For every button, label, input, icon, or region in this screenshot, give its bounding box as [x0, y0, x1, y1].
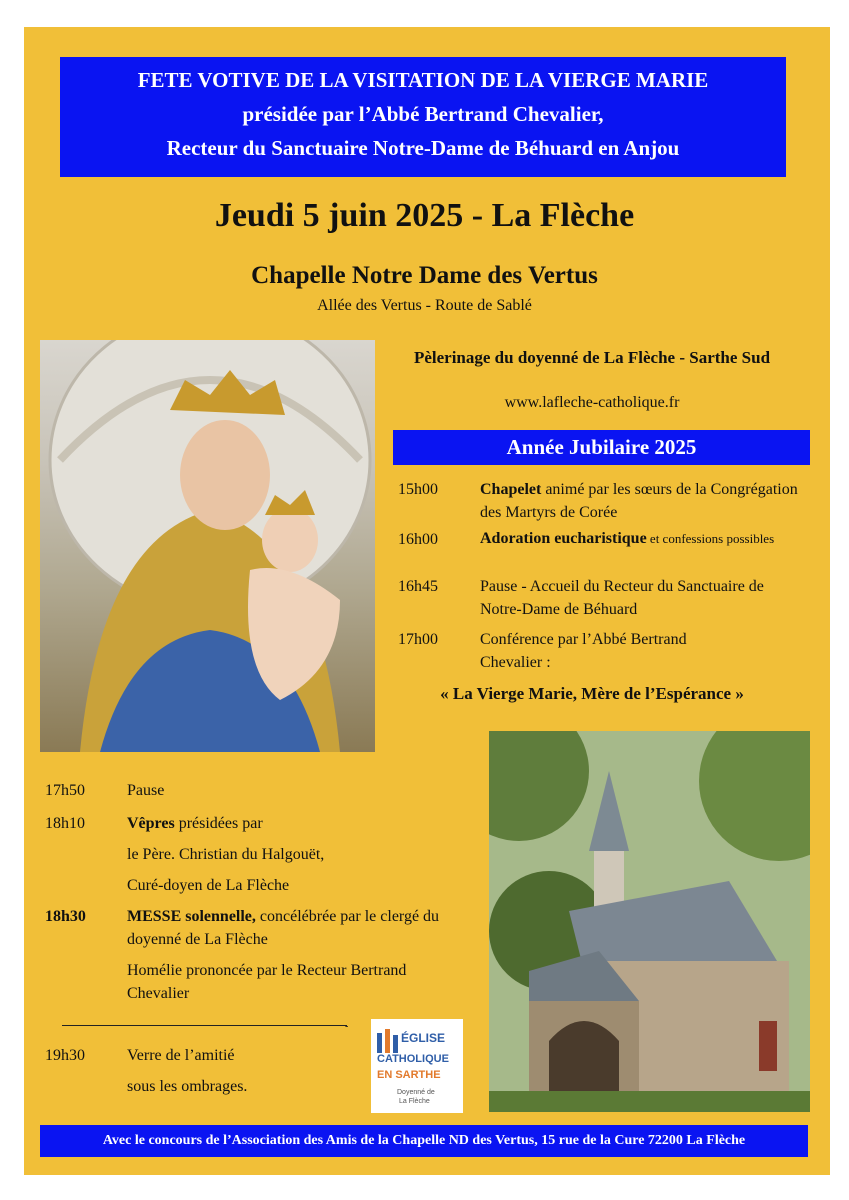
conference-title: « La Vierge Marie, Mère de l’Espérance »	[440, 684, 744, 703]
time: 18h30	[45, 908, 86, 925]
verre-line-2: sous les ombrages.	[127, 1078, 248, 1095]
activity-text: animé par les sœurs de la Congrégation des Martyrs de Corée	[480, 481, 798, 521]
description	[127, 808, 457, 901]
vepres-line-2: le Père. Christian du Halgouët,	[127, 846, 325, 863]
logo-line-5: La Flèche	[399, 1098, 430, 1105]
activity-text: concélébrée par le clergé du doyenné de La Flèche	[127, 908, 440, 948]
date-location: Jeudi 5 juin 2025 - La Flèche	[214, 197, 635, 234]
logo-line-2: CATHOLIQUE	[377, 1053, 449, 1065]
activity-bold: Adoration eucharistique	[480, 530, 647, 547]
website-link[interactable]: www.lafleche-catholique.fr	[504, 394, 680, 411]
title-banner	[60, 57, 786, 177]
activity-text: présidées par	[174, 815, 263, 832]
activity-bold: Chapelet	[480, 481, 542, 498]
chapel-name: Chapelle Notre Dame des Vertus	[251, 262, 598, 289]
title-line-3: Recteur du Sanctuaire Notre-Dame de Béhuard en Anjou	[166, 136, 680, 160]
vepres-line-1	[127, 808, 457, 839]
time: 17h00	[398, 631, 438, 648]
description	[480, 529, 800, 549]
description: Homélie prononcée par le Recteur Bertrand Chevalier	[127, 962, 407, 1002]
title-line-1: FETE VOTIVE DE LA VISITATION DE LA VIERGE MARIE	[137, 68, 709, 92]
chapel-address: Allée des Vertus - Route de Sablé	[317, 297, 532, 314]
time: 18h10	[45, 815, 85, 832]
pilgrimage-text: Pèlerinage du doyenné de La Flèche - Sarthe Sud	[413, 348, 771, 367]
time: 16h45	[398, 578, 438, 595]
activity-bold: Vêpres	[127, 815, 175, 832]
verre-line-1: Verre de l’amitié	[127, 1047, 235, 1064]
activity-small: et confessions possibles	[646, 531, 775, 546]
description: Pause - Accueil du Recteur du Sanctuaire de Notre-Dame de Béhuard	[480, 578, 764, 618]
virgin-mary-statue-image	[40, 340, 375, 752]
divider-line	[62, 1025, 347, 1026]
logo-line-1: ÉGLISE	[401, 1031, 446, 1045]
time: 17h50	[45, 782, 85, 799]
time: 15h00	[398, 481, 438, 498]
chapel-photo-image	[489, 731, 810, 1112]
time: 16h00	[398, 531, 438, 548]
eglise-catholique-sarthe-logo	[371, 1019, 463, 1113]
description: Pause	[127, 782, 165, 799]
activity-bold: MESSE solennelle,	[127, 908, 256, 925]
description	[480, 478, 800, 524]
logo-line-3: EN SARTHE	[377, 1069, 441, 1081]
title-line-2: présidée par l’Abbé Bertrand Chevalier,	[242, 102, 604, 126]
time: 19h30	[45, 1047, 85, 1064]
divider-end-mark: -	[345, 1021, 349, 1032]
vepres-line-3: Curé-doyen de La Flèche	[127, 877, 290, 894]
jubilee-banner: Année Jubilaire 2025	[393, 430, 810, 465]
description	[127, 905, 447, 951]
description: Conférence par l’Abbé Bertrand Chevalier :	[480, 631, 687, 671]
logo-mark-icon	[375, 1025, 401, 1055]
footer-banner: Avec le concours de l’Association des Amis de la Chapelle ND des Vertus, 15 rue de la Cure 72200 La Flèche	[40, 1125, 808, 1157]
logo-line-4: Doyenné de	[397, 1089, 435, 1096]
